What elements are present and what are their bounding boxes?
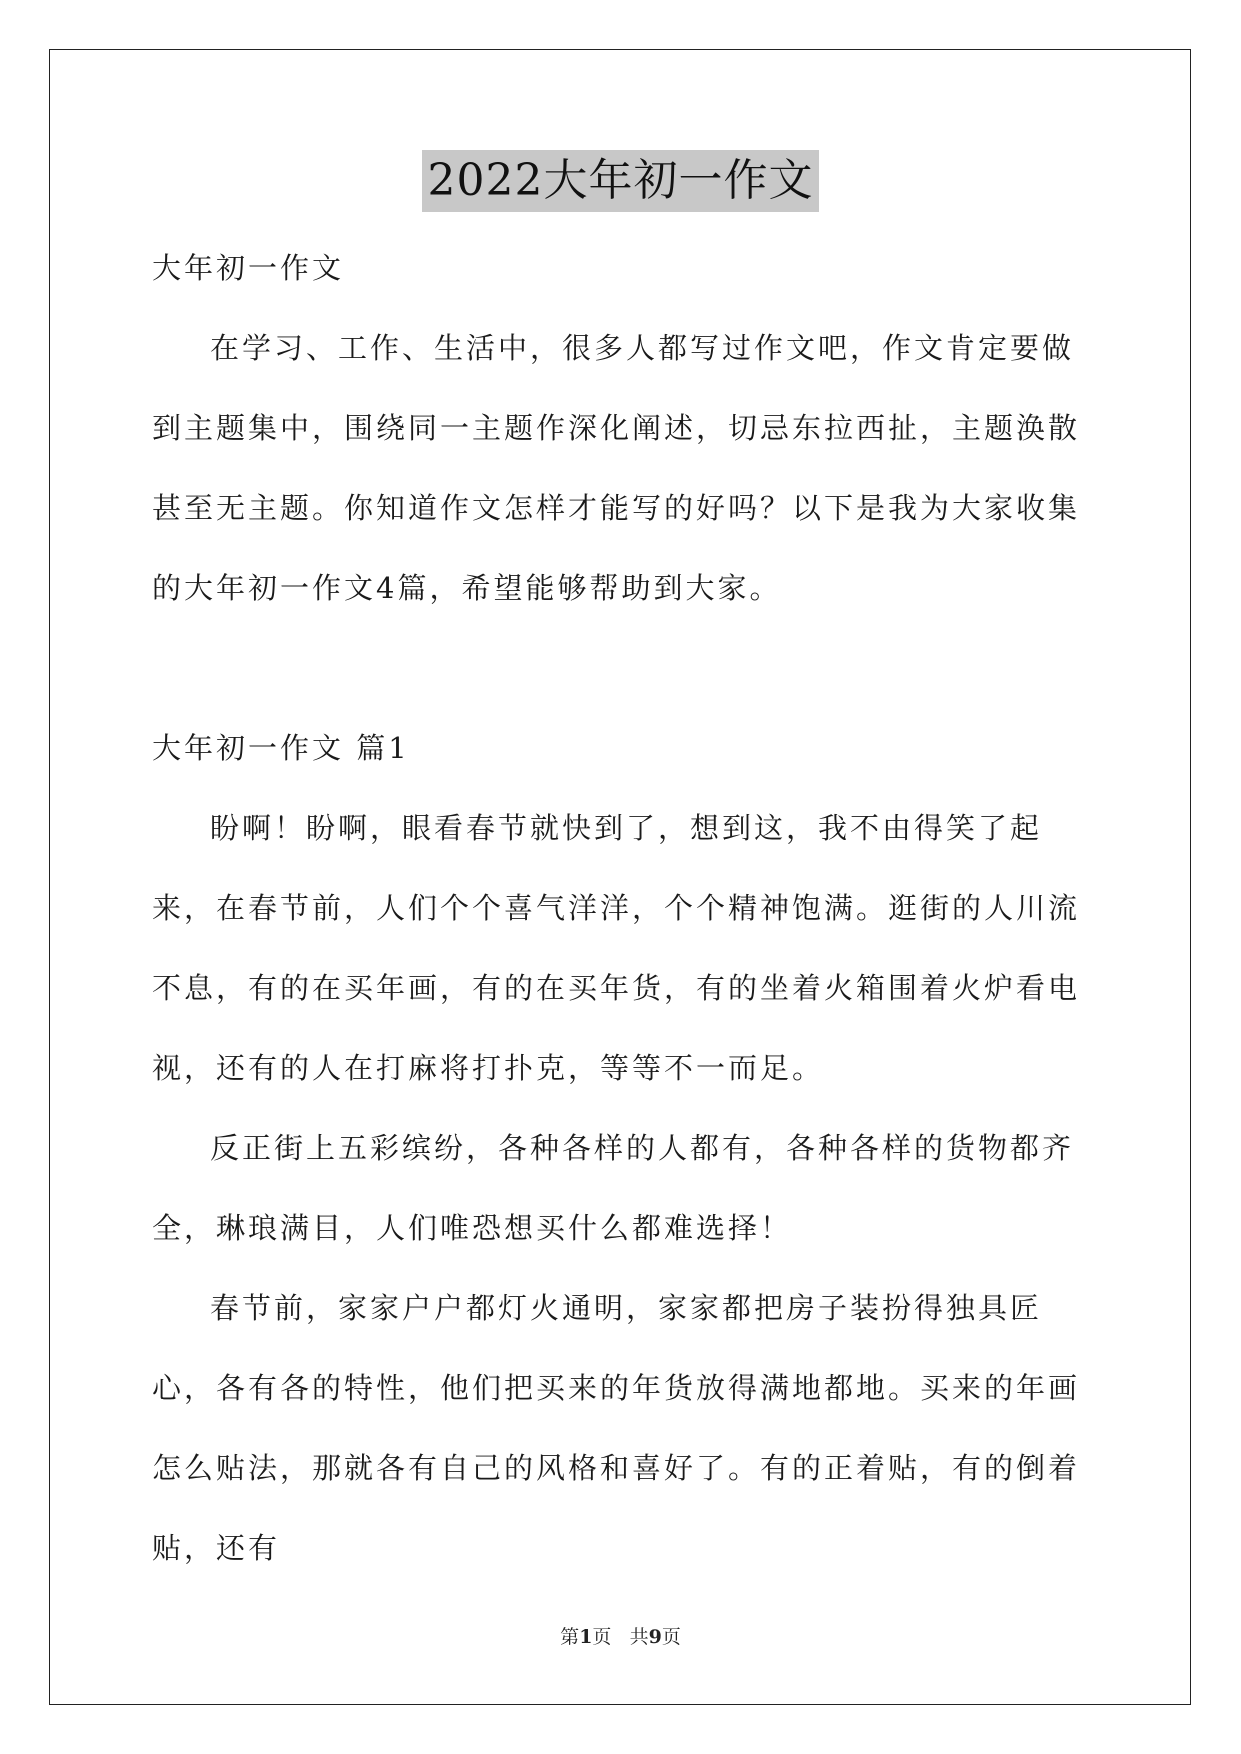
body-paragraph-3: 春节前，家家户户都灯火通明，家家都把房子装扮得独具匠心，各有各的特性，他们把买来的年货放得满地都地。买来的年画怎么贴法，那就各有自己的风格和喜好了。有的正着贴，有的倒着贴，还有 [152, 1291, 1081, 1565]
total-label-prefix: 共 [629, 1626, 649, 1648]
total-page-number: 9 [648, 1626, 662, 1648]
total-label-suffix: 页 [661, 1626, 681, 1648]
document-subtitle: 大年初一作文 [152, 251, 345, 285]
page-footer [0, 1622, 1241, 1649]
page-label-prefix: 第 [560, 1626, 580, 1648]
title-container [0, 150, 1241, 212]
document-body [152, 228, 1100, 1588]
document-title: 2022大年初一作文 [422, 150, 820, 212]
current-page-number: 1 [579, 1626, 593, 1648]
body-paragraph-1: 盼啊！盼啊，眼看春节就快到了，想到这，我不由得笑了起来，在春节前，人们个个喜气洋洋，个个精神饱满。逛街的人川流不息，有的在买年画，有的在买年货，有的坐着火箱围着火炉看电视，还有的人在打麻将打扑克，等等不一而足。 [152, 811, 1081, 1085]
body-paragraph-2: 反正街上五彩缤纷，各种各样的人都有，各种各样的货物都齐全，琳琅满目，人们唯恐想买什么都难选择！ [152, 1131, 1075, 1245]
page-label-suffix: 页 [592, 1626, 612, 1648]
intro-paragraph: 在学习、工作、生活中，很多人都写过作文吧，作文肯定要做到主题集中，围绕同一主题作深化阐述，切忌东拉西扯，主题涣散甚至无主题。你知道作文怎样才能写的好吗？以下是我为大家收集的大年初一作文4篇，希望能够帮助到大家。 [152, 331, 1081, 605]
section-heading: 大年初一作文 篇1 [152, 731, 410, 765]
